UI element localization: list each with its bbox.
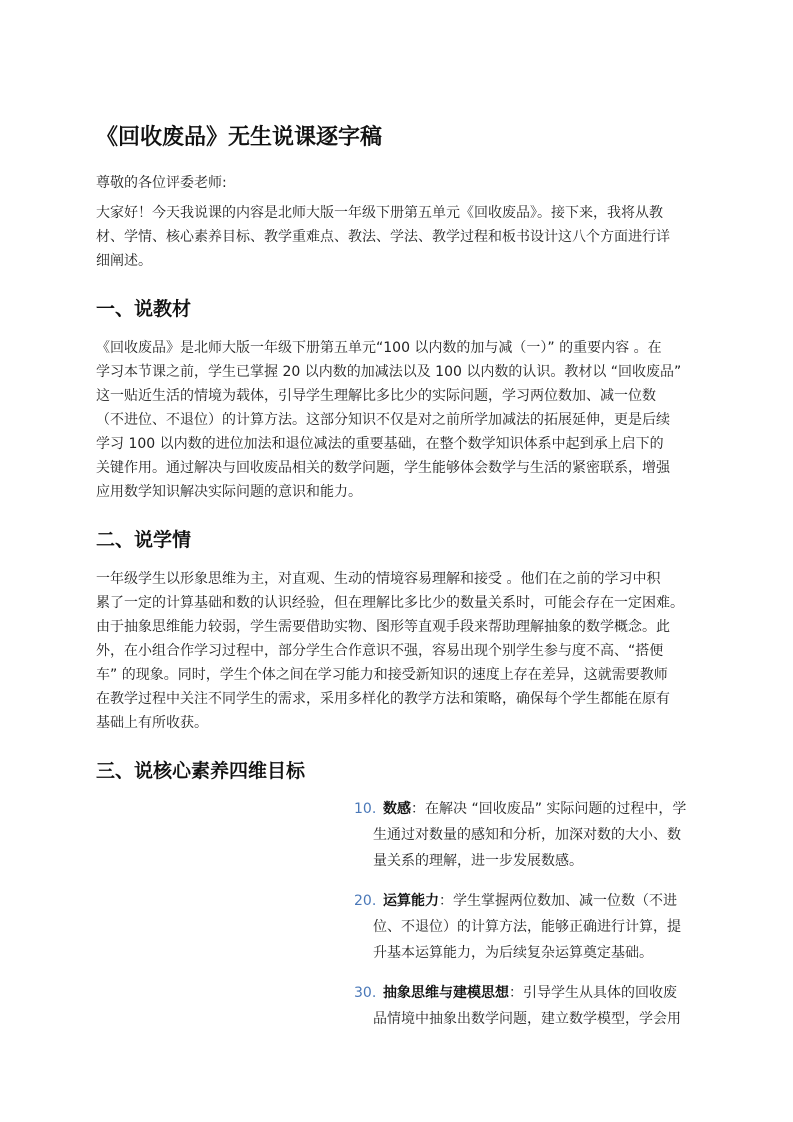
goal-number: 30.	[354, 985, 377, 1001]
goal-line: 位、不退位）的计算方法，能够正确进行计算，提	[373, 919, 681, 935]
text-line: 细阐述。	[96, 253, 152, 269]
document-title: 《回收废品》无生说课逐字稿	[96, 125, 383, 150]
text-line: 在教学过程中关注不同学生的需求，采用多样化的教学方法和策略，确保每个学生都能在原有	[96, 691, 670, 707]
text-line: 一年级学生以形象思维为主，对直观、生动的情境容易理解和接受 。他们在之前的学习中积	[96, 571, 661, 587]
text-line: 基础上有所收获。	[96, 715, 208, 731]
goal-line: 品情境中抽象出数学问题，建立数学模型，学会用	[373, 1011, 681, 1027]
text-line: 外，在小组合作学习过程中，部分学生合作意识不强，容易出现个别学生参与度不高、“搭便	[96, 643, 664, 659]
text-line: 大家好！今天我说课的内容是北师大版一年级下册第五单元《回收废品》。接下来，我将从教	[96, 205, 663, 221]
text-line: 学习 100 以内数的进位加法和退位减法的重要基础，在整个数学知识体系中起到承上启下的	[96, 436, 664, 452]
goal-number: 10.	[354, 801, 377, 817]
goal-term: 数感	[383, 801, 411, 817]
goal-term: 抽象思维与建模思想	[383, 985, 509, 1001]
goal-line: 升基本运算能力，为后续复杂运算奠定基础。	[373, 945, 653, 961]
goal-first-line	[373, 888, 712, 914]
goal-first-line	[373, 796, 712, 822]
salutation-text: 尊敬的各位评委老师:	[96, 175, 227, 191]
text-line: （不进位、不退位）的计算方法。这部分知识不仅是对之前所学加减法的拓展延伸，更是后续	[96, 412, 670, 428]
goals-list	[352, 796, 712, 1046]
goal-number: 20.	[354, 893, 377, 909]
goal-text: ：学生掌握两位数加、减一位数（不进	[439, 893, 677, 909]
goal-term: 运算能力	[383, 893, 439, 909]
text-line: 应用数学知识解决实际问题的意识和能力。	[96, 484, 362, 500]
goal-line: 量关系的理解，进一步发展数感。	[373, 853, 583, 869]
goal-text: ：在解决 “回收废品” 实际问题的过程中，学	[411, 801, 687, 817]
goal-item-number-sense	[352, 796, 712, 874]
goal-text: ：引导学生从具体的回收废	[509, 985, 677, 1001]
text-line: 《回收废品》是北师大版一年级下册第五单元“100 以内数的加与减（一）” 的重要内容 。在	[96, 340, 662, 356]
text-line: 材、学情、核心素养目标、教学重难点、教法、学法、教学过程和板书设计这八个方面进行详	[96, 229, 670, 245]
text-line: 由于抽象思维能力较弱，学生需要借助实物、图形等直观手段来帮助理解抽象的数学概念。此	[96, 619, 670, 635]
goal-item-computation	[352, 888, 712, 966]
salutation	[96, 171, 706, 195]
goal-item-abstraction	[352, 980, 712, 1032]
text-line: 学习本节课之前，学生已掌握 20 以内数的加减法以及 100 以内数的认识。教材以 “回收废品”	[96, 364, 682, 380]
students-paragraph	[96, 567, 706, 735]
text-line: 车” 的现象。同时，学生个体之间在学习能力和接受新知识的速度上存在差异，这就需要教师	[96, 667, 668, 683]
goal-line: 生通过对数量的感知和分析，加深对数的大小、数	[373, 827, 681, 843]
intro-paragraph	[96, 201, 706, 273]
section-heading-goals: 三、说核心素养四维目标	[96, 760, 306, 782]
section-heading-students: 二、说学情	[96, 529, 192, 551]
textbook-paragraph	[96, 336, 706, 504]
section-heading-textbook: 一、说教材	[96, 298, 192, 320]
text-line: 累了一定的计算基础和数的认识经验，但在理解比多比少的数量关系时，可能会存在一定困难。	[96, 595, 684, 611]
text-line: 关键作用。通过解决与回收废品相关的数学问题，学生能够体会数学与生活的紧密联系，增强	[96, 460, 670, 476]
goal-first-line	[373, 980, 712, 1006]
text-line: 这一贴近生活的情境为载体，引导学生理解比多比少的实际问题，学习两位数加、减一位数	[96, 388, 656, 404]
